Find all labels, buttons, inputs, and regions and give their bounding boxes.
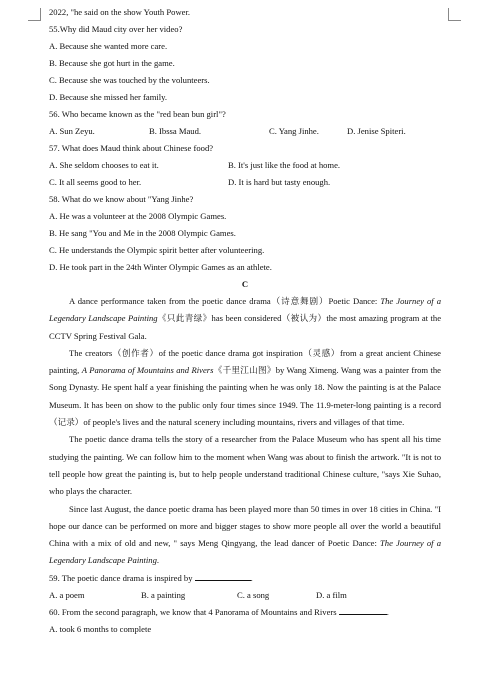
question-56: 56. Who became known as the "red bean bun girl"? [49,109,226,119]
option-58b: B. He sang "You and Me in the 2008 Olympic Games. [49,228,236,238]
option-57b: B. It's just like the food at home. [228,160,341,170]
option-55a: A. Because she wanted more care. [49,41,168,51]
option-59c: C. a song [237,589,270,600]
paragraph-2: The creators（创作者）of the poetic dance drama got inspiration（灵感）from a great ancient Chinese painting, A Panorama of Mountains and Rivers《千里江山图》by Wang Ximeng. Wang was a painter from the Song Dynasty. He spent half a year finishing the painting when he was only 18. Now the painting is at the Palace Museum. It has been on show to the public only four times since 1949. The 11.9-meter-long painting is a record（记录）of people's lives and the natural scenery including mountains, rivers and villages of that time. [49,347,441,428]
painting-title: A Panorama of Mountains and Rivers [81,365,214,376]
paragraph-4: Since last August, the dance poetic drama has been played more than 50 times in over 18 cities in China. "I hope our dance can be performed on more and bigger stages to show more people all over the world a beautiful China with a mix of old and new, " says Meng Qingyang, the lead dancer of Poetic Dance: The Journey of a Legendary Landscape Painting. [49,503,441,566]
answer-blank [339,604,387,615]
option-57a: A. She seldom chooses to eat it. [49,160,159,170]
question-60: 60. From the second paragraph, we know that 4 Panorama of Mountains and Rivers . [49,604,441,621]
options-57-row2 [49,174,441,191]
option-59b: B. a painting [141,589,186,600]
option-60a: A. took 6 months to complete [49,623,152,634]
option-57c: C. It all seems good to her. [49,177,142,187]
text-line: 2022, "he said on the show Youth Power. [49,7,191,17]
options-56 [49,123,441,140]
work-title: The Journey of a Legendary Landscape Painting [49,538,441,566]
question-55: 55.Why did Maud city over her video? [49,24,183,34]
option-57d: D. It is hard but tasty enough. [228,177,331,187]
answer-blank [195,570,251,581]
option-55d: D. Because she missed her family. [49,92,168,102]
options-57-row1 [49,157,441,174]
question-59: 59. The poetic dance drama is inspired by . [49,570,441,587]
option-56b: B. Ibssa Maud. [149,126,202,136]
paragraph-3: The poetic dance drama tells the story of a researcher from the Palace Museum who has spent all his time studying the painting. We can follow him to the moment when Wang was about to finish the artwork. "It is not to tell people how great the painting is, but to help people understand traditional Chinese culture, "says Xie Suhao, who plays the character. [49,434,441,497]
corner-mark-top-right [448,8,461,21]
section-title: C [241,279,249,289]
option-58d: D. He took part in the 24th Winter Olympic Games as an athlete. [49,262,272,272]
work-title: The Journey of a Legendary Landscape Painting [49,296,441,324]
paragraph-1: A dance performance taken from the poetic dance drama（诗意舞剧）Poetic Dance: The Journey of a Legendary Landscape Painting《只此青绿》has been considered（被认为）the most amazing program at the CCTV Spring Festival Gala. [49,296,442,341]
option-55c: C. Because she was touched by the volunteers. [49,75,210,85]
option-58a: A. He was a volunteer at the 2008 Olympic Games. [49,211,227,221]
option-58c: C. He understands the Olympic spirit better after volunteering. [49,245,265,255]
option-55b: B. Because she got hurt in the game. [49,58,175,68]
question-57: 57. What does Maud think about Chinese food? [49,143,214,153]
document-page [49,4,441,638]
option-59a: A. a poem [49,589,85,600]
question-58: 58. What do we know about "Yang Jinhe? [49,194,194,204]
option-56d: D. Jenise Spiteri. [347,126,406,136]
corner-mark-top-left [28,8,41,21]
option-59d: D. a film [316,589,347,600]
option-56a: A. Sun Zeyu. [49,126,95,136]
option-56c: C. Yang Jinhe. [269,126,319,136]
options-59 [49,587,441,604]
